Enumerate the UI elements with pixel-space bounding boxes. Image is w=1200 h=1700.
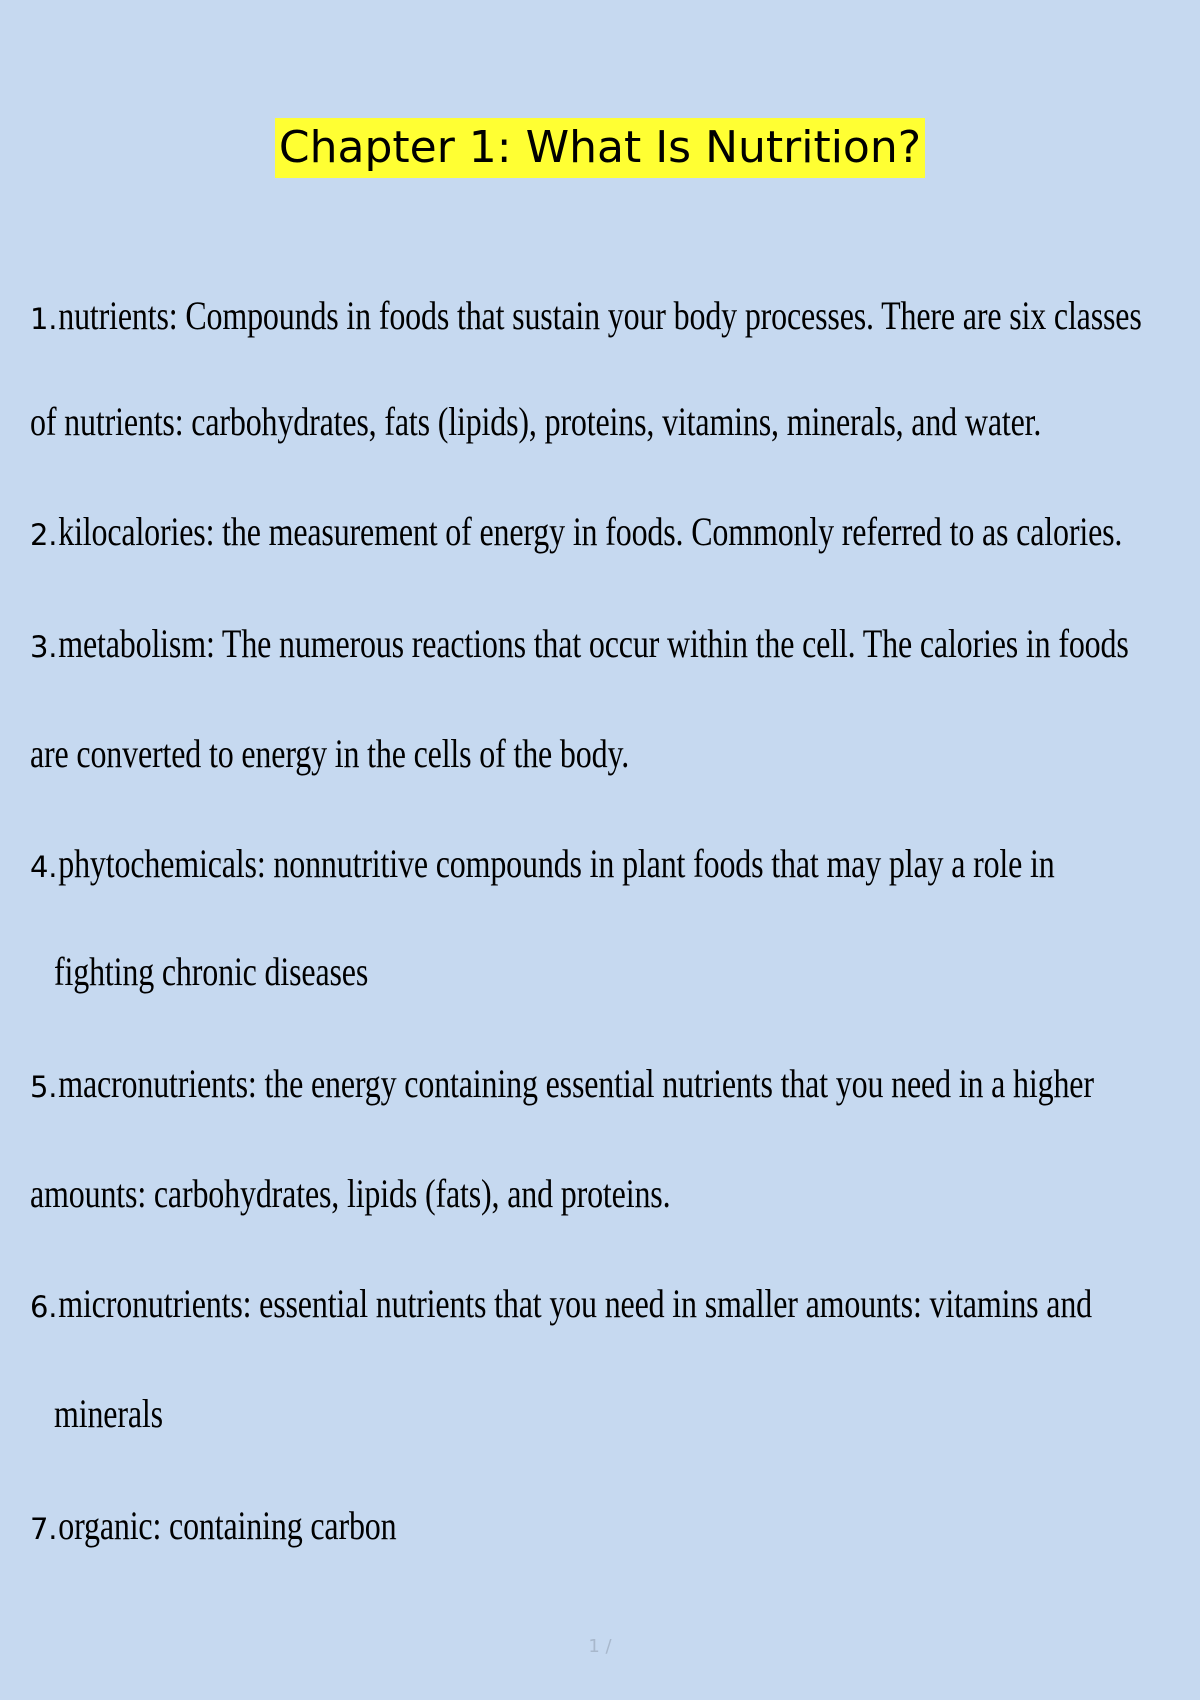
item-number: 7. [30,1512,58,1546]
item-number: 3. [30,630,58,664]
item-text: amounts: carbohydrates, lipids (fats), and proteins. [30,1171,671,1216]
item-text: fighting chronic diseases [54,949,369,994]
item-text: organic: containing carbon [58,1503,397,1548]
list-item-7 [30,1502,958,1553]
item-text: macronutrients: the energy containing essential nutrients that you need in a higher [58,1061,1094,1106]
item-text: of nutrients: carbohydrates, fats (lipids), proteins, vitamins, minerals, and water. [30,399,1042,444]
list-item-1 [30,292,1142,343]
item-text: micronutrients: essential nutrients that you need in smaller amounts: vitamins and [58,1281,1093,1326]
list-item-3-continued [30,730,958,778]
list-item-6 [30,1280,1093,1331]
list-item-2 [30,508,1123,559]
list-item-5-continued [30,1170,958,1218]
list-item-3 [30,620,1129,671]
list-item-1-continued [30,398,1042,446]
item-number: 1. [30,302,58,336]
title-wrapper [0,118,1200,178]
item-number: 4. [30,850,58,884]
item-text: metabolism: The numerous reactions that occur within the cell. The calories in foods [58,621,1129,666]
item-number: 6. [30,1290,58,1324]
item-text: nutrients: Compounds in foods that sustain your body processes. There are six classes [58,293,1142,338]
item-text: are converted to energy in the cells of the body. [30,731,630,776]
page-title: Chapter 1: What Is Nutrition? [275,118,925,178]
item-text: kilocalories: the measurement of energy in foods. Commonly referred to as calories. [58,509,1123,554]
list-item-4-continued [54,948,982,996]
item-text: minerals [54,1391,163,1436]
item-text: phytochemicals: nonnutritive compounds in plant foods that may play a role in [58,841,1055,886]
item-number: 2. [30,518,58,552]
page-number: 1 / [588,1636,612,1657]
item-number: 5. [30,1070,58,1104]
list-item-4 [30,840,1055,891]
list-item-5 [30,1060,1094,1111]
list-item-6-continued [54,1390,982,1438]
